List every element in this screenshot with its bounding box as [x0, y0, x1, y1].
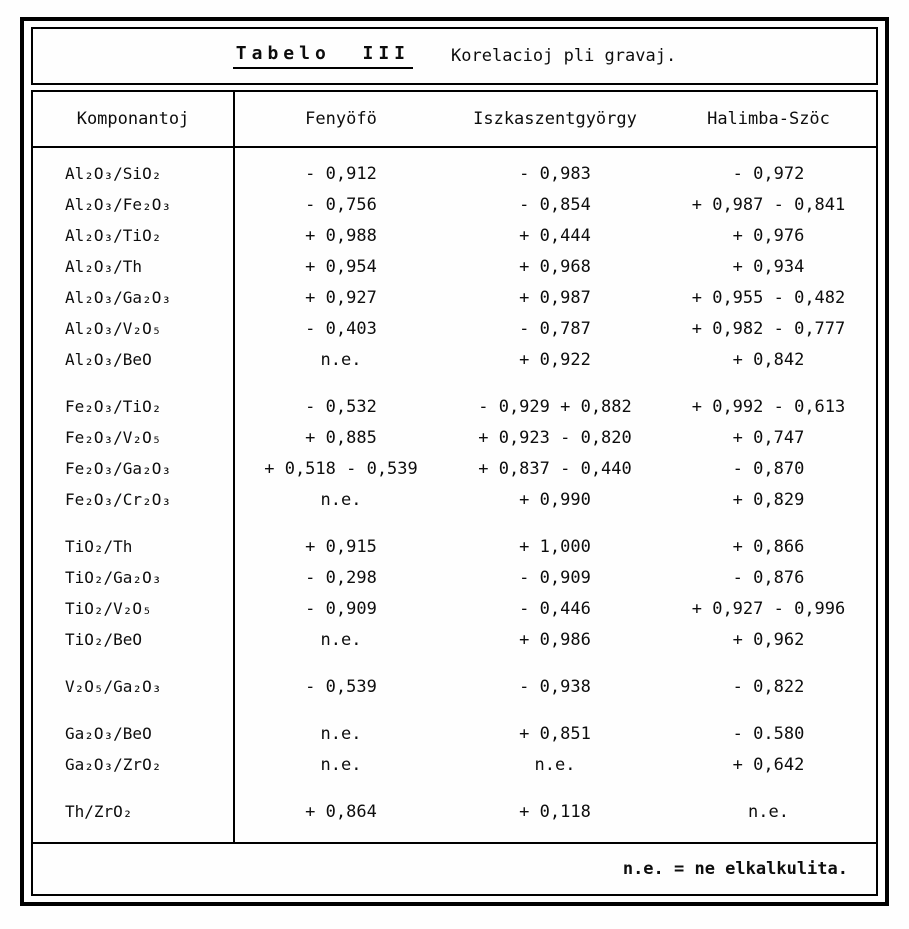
correlation-value-cell: n.e.: [320, 723, 362, 744]
correlation-value-cell: - 0,787: [519, 318, 591, 339]
table-row: [33, 796, 876, 827]
row-group: [33, 531, 876, 655]
correlation-value-cell: n.e.: [534, 754, 576, 775]
correlation-value-cell: + 0,866: [732, 536, 805, 557]
correlation-value-cell: - 0,854: [519, 194, 591, 215]
component-cell: Fe₂O₃/Cr₂O₃: [65, 490, 171, 509]
correlation-value-cell: - 0,870: [732, 458, 805, 479]
component-cell: Al₂O₃/V₂O₅: [65, 319, 162, 338]
correlation-value-cell: - 0,972: [732, 163, 805, 184]
correlation-value-cell: - 0,929 + 0,882: [478, 396, 632, 417]
correlation-value-cell: + 0,954: [305, 256, 377, 277]
correlation-value-cell: - 0,298: [305, 567, 377, 588]
table-header-row: [33, 92, 876, 148]
correlation-value-cell: + 0,864: [305, 801, 377, 822]
correlation-value-cell: n.e.: [320, 629, 362, 650]
correlation-value-cell: + 0,990: [519, 489, 591, 510]
row-group: [33, 158, 876, 375]
table-row: [33, 453, 876, 484]
table-row: [33, 220, 876, 251]
correlation-value-cell: n.e.: [320, 349, 362, 370]
correlation-value-cell: + 1,000: [519, 536, 591, 557]
correlation-value-cell: - 0,876: [732, 567, 805, 588]
correlation-value-cell: + 0,987: [519, 287, 591, 308]
correlation-table: [31, 90, 878, 896]
correlation-value-cell: + 0,829: [732, 489, 805, 510]
column-header-fenyofo: Fenyöfö: [305, 109, 377, 129]
table-row: [33, 422, 876, 453]
table-outer-frame: [20, 17, 889, 906]
table-row: [33, 671, 876, 702]
correlation-value-cell: - 0,446: [519, 598, 591, 619]
column-header-iszkaszentgyorgy: Iszkaszentgyörgy: [473, 109, 637, 129]
correlation-value-cell: - 0,909: [519, 567, 591, 588]
component-cell: TiO₂/BeO: [65, 630, 143, 649]
correlation-value-cell: + 0,642: [732, 754, 805, 775]
component-cell: Al₂O₃/Fe₂O₃: [65, 195, 171, 214]
correlation-value-cell: + 0,518 - 0,539: [264, 458, 418, 479]
table-row: [33, 484, 876, 515]
correlation-value-cell: n.e.: [320, 754, 362, 775]
table-row: [33, 562, 876, 593]
correlation-value-cell: - 0,532: [305, 396, 377, 417]
component-cell: Ga₂O₃/ZrO₂: [65, 755, 162, 774]
row-group: [33, 718, 876, 780]
table-row: [33, 344, 876, 375]
component-cell: Al₂O₃/SiO₂: [65, 164, 162, 183]
correlation-value-cell: + 0,927 - 0,996: [691, 598, 846, 619]
table-row: [33, 251, 876, 282]
component-cell: Fe₂O₃/V₂O₅: [65, 428, 162, 447]
component-cell: Al₂O₃/Th: [65, 257, 143, 276]
correlation-value-cell: + 0,842: [732, 349, 805, 370]
table-caption: Korelacioj pli gravaj.: [451, 46, 677, 66]
component-cell: Al₂O₃/Ga₂O₃: [65, 288, 171, 307]
component-cell: TiO₂/Th: [65, 537, 133, 556]
correlation-value-cell: + 0,885: [305, 427, 377, 448]
correlation-value-cell: - 0,822: [732, 676, 805, 697]
correlation-value-cell: + 0,934: [732, 256, 805, 277]
correlation-value-cell: + 0,922: [519, 349, 591, 370]
component-cell: Ga₂O₃/BeO: [65, 724, 152, 743]
component-cell: TiO₂/Ga₂O₃: [65, 568, 162, 587]
correlation-value-cell: - 0.580: [732, 723, 805, 744]
table-row: [33, 718, 876, 749]
correlation-value-cell: + 0,968: [519, 256, 591, 277]
table-row: [33, 313, 876, 344]
footnote-text: n.e. = ne elkalkulita.: [622, 859, 848, 879]
correlation-value-cell: - 0,912: [305, 163, 377, 184]
correlation-value-cell: + 0,955 - 0,482: [691, 287, 846, 308]
correlation-value-cell: + 0,976: [732, 225, 805, 246]
correlation-value-cell: + 0,837 - 0,440: [478, 458, 632, 479]
correlation-value-cell: n.e.: [320, 489, 362, 510]
correlation-value-cell: + 0,962: [732, 629, 805, 650]
table-title-box: [31, 27, 878, 85]
table-row: [33, 593, 876, 624]
table-row: [33, 391, 876, 422]
table-row: [33, 158, 876, 189]
component-cell: V₂O₅/Ga₂O₃: [65, 677, 162, 696]
correlation-value-cell: + 0,915: [305, 536, 377, 557]
column-header-komponantoj: Komponantoj: [76, 109, 190, 129]
correlation-value-cell: - 0,909: [305, 598, 377, 619]
correlation-value-cell: + 0,118: [519, 801, 591, 822]
correlation-value-cell: - 0,539: [305, 676, 377, 697]
table-row: [33, 189, 876, 220]
component-cell: Th/ZrO₂: [65, 802, 133, 821]
component-cell: Fe₂O₃/Ga₂O₃: [65, 459, 171, 478]
table-body: [33, 148, 876, 842]
component-cell: Al₂O₃/BeO: [65, 350, 152, 369]
column-header-halimba-szoc: Halimba-Szöc: [707, 109, 830, 129]
column-divider-line: [233, 92, 235, 842]
correlation-value-cell: + 0,987 - 0,841: [691, 194, 846, 215]
correlation-value-cell: - 0,756: [305, 194, 377, 215]
table-title: Tabelo III: [233, 43, 413, 69]
correlation-value-cell: + 0,982 - 0,777: [691, 318, 846, 339]
component-cell: Al₂O₃/TiO₂: [65, 226, 162, 245]
correlation-value-cell: + 0,927: [305, 287, 377, 308]
row-group: [33, 391, 876, 515]
table-row: [33, 282, 876, 313]
component-cell: Fe₂O₃/TiO₂: [65, 397, 162, 416]
correlation-value-cell: - 0,983: [519, 163, 591, 184]
correlation-value-cell: n.e.: [748, 801, 789, 822]
row-group: [33, 796, 876, 827]
correlation-value-cell: + 0,444: [519, 225, 591, 246]
table-row: [33, 624, 876, 655]
correlation-value-cell: - 0,938: [519, 676, 591, 697]
row-group: [33, 671, 876, 702]
correlation-value-cell: + 0,988: [305, 225, 377, 246]
table-footnote-row: [33, 842, 876, 894]
table-row: [33, 749, 876, 780]
correlation-value-cell: + 0,923 - 0,820: [478, 427, 632, 448]
table-row: [33, 531, 876, 562]
correlation-value-cell: + 0,992 - 0,613: [691, 396, 846, 417]
correlation-value-cell: + 0,986: [519, 629, 591, 650]
correlation-value-cell: + 0,747: [732, 427, 805, 448]
correlation-value-cell: + 0,851: [519, 723, 591, 744]
component-cell: TiO₂/V₂O₅: [65, 599, 152, 618]
correlation-value-cell: - 0,403: [305, 318, 377, 339]
